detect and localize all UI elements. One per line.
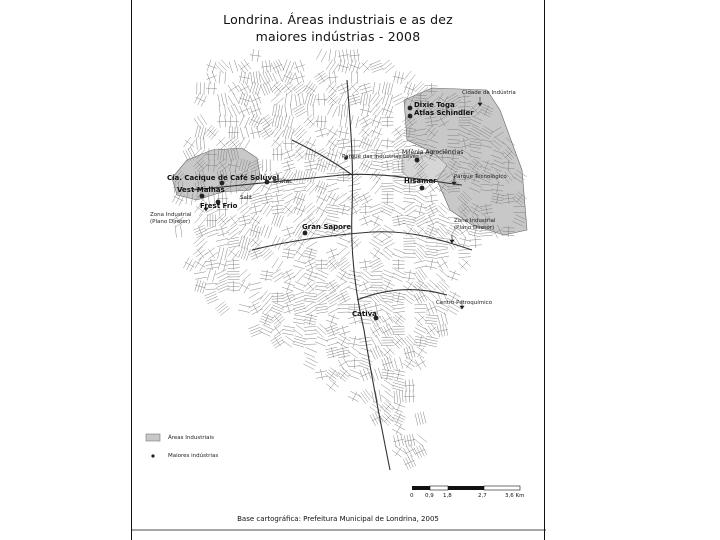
label-zona-industrial-e-2: (Plano Diretor): [454, 225, 495, 231]
scale-bar: [412, 486, 520, 490]
label-atlas-schindler: Atlas Schindler: [414, 109, 474, 117]
label-salit: Salit: [240, 195, 253, 201]
marker-hisamar: [420, 186, 425, 191]
label-cacique: Cia. Cacique de Café Solúvel: [167, 174, 280, 182]
scale-tick-3: 2,7: [478, 493, 487, 499]
label-hisamar: Hisamar: [404, 177, 437, 185]
label-zona-industrial-w-2: (Plano Diretor): [150, 219, 191, 225]
label-zona-industrial-w-1: Zona Industrial: [150, 212, 192, 218]
legend-area-swatch: [146, 434, 160, 441]
label-gran-sapore: Gran Sapore: [302, 223, 352, 231]
label-cativa: Cativa: [352, 310, 377, 318]
label-dixie-toga: Dixie Toga: [414, 101, 455, 109]
label-bratac: Bratac: [273, 178, 293, 185]
label-milenia: Milênia Agrociências: [402, 149, 464, 156]
marker-vest-malhas: [200, 194, 205, 199]
map-frame: [131, 0, 545, 540]
label-parque-leves: Parque das Indústrias Leves: [342, 154, 419, 160]
city-map: [132, 0, 546, 540]
marker-dixie-toga: [408, 106, 413, 111]
map-source: Base cartográfica: Prefeitura Municipal de Londrina, 2005: [237, 515, 439, 523]
marker-atlas-schindler: [408, 114, 413, 119]
label-cidade-industria: Cidade de Indústria: [462, 90, 516, 96]
legend-industry-dot: [151, 454, 154, 457]
scale-tick-0: 0: [410, 493, 414, 499]
label-centro-petroquimico: Centro Petroquímico: [436, 300, 493, 306]
label-vest-malhas: Vest Malhas: [177, 186, 225, 194]
map-title-line-1: Londrina. Áreas industriais e as dez: [223, 12, 453, 27]
map-title-line-2: maiores indústrias - 2008: [255, 29, 421, 44]
label-zona-industrial-e-1: Zona Industrial: [454, 218, 496, 224]
legend-industries-label: Maiores indústrias: [168, 453, 219, 459]
scale-tick-1: 0,9: [425, 493, 434, 499]
label-parque-tecnologico: Parque Tecnológico: [454, 174, 507, 180]
legend-areas-label: Áreas Industriais: [168, 435, 214, 441]
scale-tick-4: 3,6 Km: [505, 493, 525, 499]
scale-tick-2: 1,8: [443, 493, 452, 499]
marker-gran-sapore: [303, 231, 308, 236]
label-frest-frio: Frest Frio: [200, 202, 238, 210]
